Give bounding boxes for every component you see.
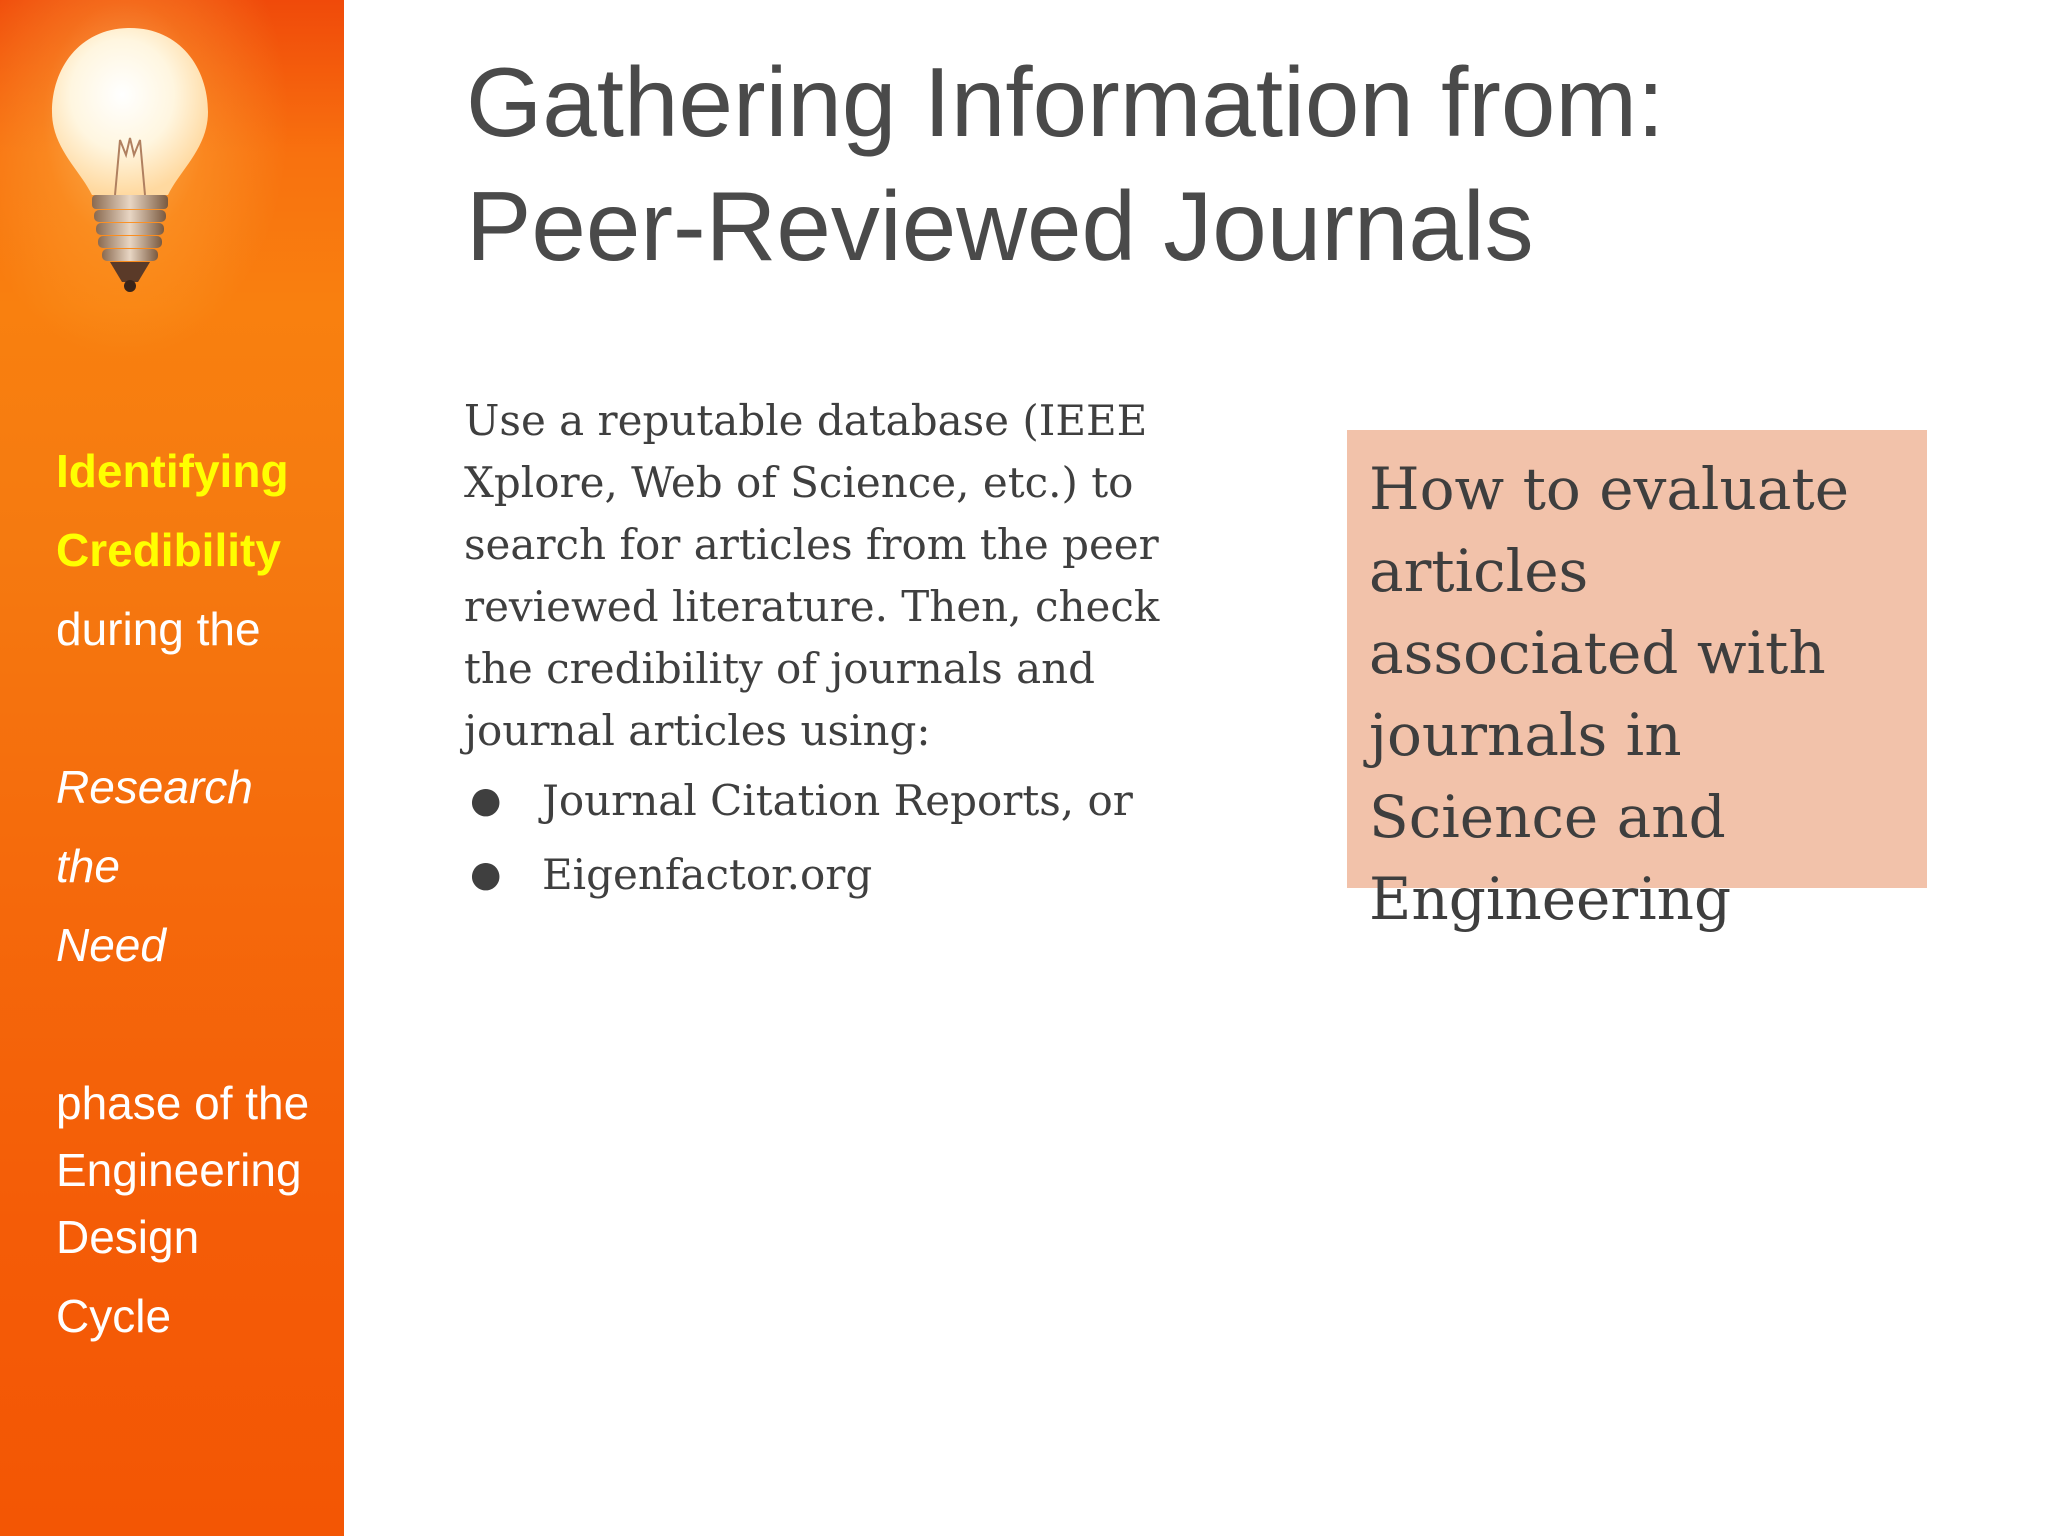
sidebar xyxy=(0,0,344,1536)
callout-text: How to evaluate articles associated with journals in Science and Engineering xyxy=(1369,455,1850,933)
bullet-icon: ● xyxy=(470,780,502,821)
bullet-icon: ● xyxy=(470,854,502,895)
sidebar-line-during-the: during the xyxy=(56,603,261,655)
list-item-text: Eigenfactor.org xyxy=(542,850,873,899)
sidebar-line-the: the xyxy=(56,840,120,892)
slide-title-line-1: Gathering Information from: xyxy=(466,47,1665,157)
callout-box xyxy=(1347,430,1927,933)
list-item-text: Journal Citation Reports, or xyxy=(542,776,1133,825)
list-item xyxy=(464,764,1204,838)
body-paragraph: Use a reputable database (IEEE Xplore, Web of Science, etc.) to search for articles from the peer reviewed literature. Then, check the credibility of journals and journal articles using: xyxy=(464,396,1160,755)
sidebar-line-engineering: Engineering xyxy=(56,1144,302,1196)
bullet-list xyxy=(464,764,1204,912)
list-item xyxy=(464,838,1204,912)
sidebar-line-research: Research xyxy=(56,761,253,813)
slide-title-line-2: Peer-Reviewed Journals xyxy=(466,171,1534,281)
sidebar-line-cycle: Cycle xyxy=(56,1290,172,1342)
sidebar-line-identifying: Identifying xyxy=(56,445,289,497)
slide-title xyxy=(466,40,1966,288)
sidebar-line-credibility: Credibility xyxy=(56,524,281,576)
light-bulb-icon xyxy=(40,20,220,310)
sidebar-line-design: Design xyxy=(56,1211,200,1263)
sidebar-line-need: Need xyxy=(56,919,166,971)
sidebar-line-phase-of-the: phase of the xyxy=(56,1077,310,1129)
